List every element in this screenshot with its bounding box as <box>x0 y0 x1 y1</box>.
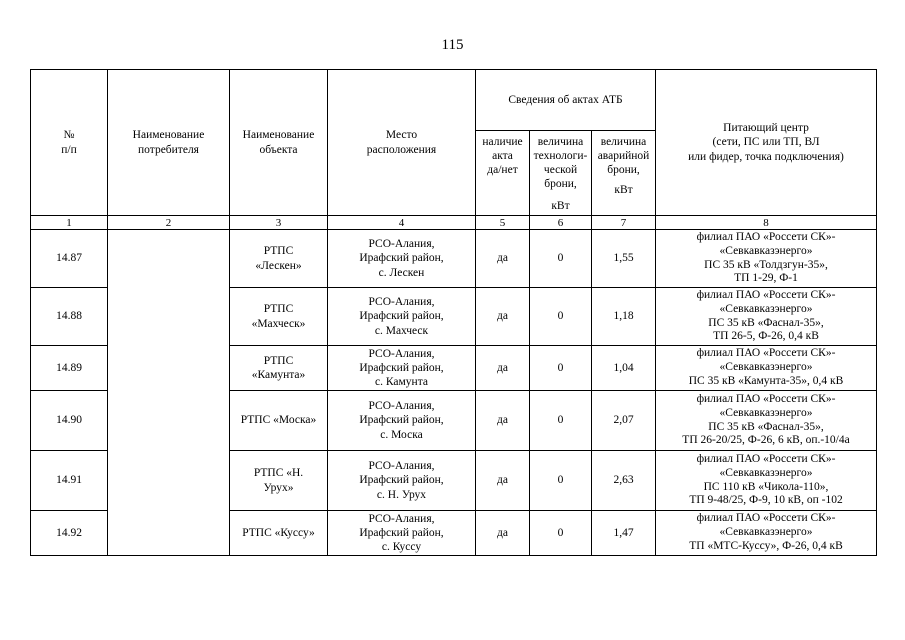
cell-line: № <box>63 129 75 142</box>
cell-line: технологи- <box>533 150 588 163</box>
cell-line: ТП 26-5, Ф-26, 0,4 кВ <box>713 330 819 343</box>
row-emergency-reserve: 1,04 <box>592 346 656 391</box>
cell-line: п/п <box>61 143 77 156</box>
row-act: да <box>476 511 530 556</box>
row-object <box>230 288 328 346</box>
cell-line: ТП 26-20/25, Ф-26, 6 кВ, оп.-10/4а <box>682 434 850 447</box>
row-num: 14.91 <box>31 451 108 511</box>
header-num <box>31 70 108 216</box>
cell-line: Ирафский район, <box>359 361 444 374</box>
cell-line: «Севкавказэнерго» <box>719 466 813 479</box>
column-number: 5 <box>476 216 530 230</box>
cell-line: РТПС <box>263 354 294 367</box>
row-num: 14.89 <box>31 346 108 391</box>
cell-line: акта <box>492 150 513 163</box>
cell-line: «Севкавказэнерго» <box>719 406 813 419</box>
row-emergency-reserve: 2,63 <box>592 451 656 511</box>
column-number: 2 <box>108 216 230 230</box>
row-feeder <box>656 230 877 288</box>
cell-line: ПС 35 кВ «Фаснал-35», <box>708 316 824 329</box>
row-location <box>328 230 476 288</box>
cell-line: РСО-Алания, <box>368 400 435 413</box>
cell-line: «Махческ» <box>251 317 306 330</box>
cell-line: РТПС «Н. <box>253 467 304 480</box>
row-emergency-reserve: 1,18 <box>592 288 656 346</box>
cell-line: Урух» <box>263 481 294 494</box>
cell-line: «Лескен» <box>255 259 302 272</box>
cell-line: РСО-Алания, <box>368 238 435 251</box>
cell-line: с. Махческ <box>374 324 429 337</box>
cell-line: РТПС <box>263 303 294 316</box>
column-number: 4 <box>328 216 476 230</box>
row-tech-reserve: 0 <box>530 288 592 346</box>
cell-line: филиал ПАО «Россети СК»- <box>696 347 836 360</box>
cell-line: «Севкавказэнерго» <box>719 526 813 539</box>
row-tech-reserve: 0 <box>530 391 592 451</box>
cell-line: РСО-Алания, <box>368 512 435 525</box>
cell-line: брони, <box>607 164 640 177</box>
table-body <box>31 230 877 556</box>
header-consumer <box>108 70 230 216</box>
cell-line: объекта <box>259 143 298 156</box>
cell-line: Ирафский район, <box>359 414 444 427</box>
cell-line: РСО-Алания, <box>368 296 435 309</box>
cell-line: да/нет <box>487 164 518 177</box>
atb-table <box>30 69 877 556</box>
row-num: 14.90 <box>31 391 108 451</box>
cell-line: «Севкавказэнерго» <box>719 361 813 374</box>
cell-line: ТП 1-29, Ф-1 <box>734 272 798 285</box>
cell-line: филиал ПАО «Россети СК»- <box>696 230 836 243</box>
cell-line: или фидер, точка подключения) <box>688 150 844 163</box>
row-feeder <box>656 451 877 511</box>
cell-line: Ирафский район, <box>359 310 444 323</box>
row-object <box>230 451 328 511</box>
row-tech-reserve: 0 <box>530 511 592 556</box>
row-act: да <box>476 346 530 391</box>
cell-line: филиал ПАО «Россети СК»- <box>696 512 836 525</box>
cell-line: величина <box>537 136 584 148</box>
header-tech-reserve <box>530 131 592 216</box>
cell-line: РТПС «Куссу» <box>242 526 315 539</box>
cell-line: филиал ПАО «Россети СК»- <box>696 392 836 405</box>
row-num: 14.87 <box>31 230 108 288</box>
cell-line: ПС 35 кВ «Камунта-35», 0,4 кВ <box>688 374 844 387</box>
cell-line: Место <box>385 129 418 142</box>
row-act: да <box>476 288 530 346</box>
cell-line: РТПС <box>263 245 294 258</box>
cell-line: (сети, ПС или ТП, ВЛ <box>712 136 820 149</box>
row-act: да <box>476 230 530 288</box>
row-tech-reserve: 0 <box>530 451 592 511</box>
cell-line: брони, <box>544 178 577 191</box>
row-location <box>328 346 476 391</box>
row-object <box>230 230 328 288</box>
cell-line: с. Лескен <box>378 266 425 279</box>
row-object <box>230 511 328 556</box>
row-tech-reserve: 0 <box>530 230 592 288</box>
row-feeder <box>656 346 877 391</box>
row-emergency-reserve: 1,55 <box>592 230 656 288</box>
cell-line: РСО-Алания, <box>368 460 435 473</box>
header-atb: Сведения об актах АТБ <box>476 70 656 131</box>
cell-line: с. Камунта <box>375 376 428 388</box>
row-feeder <box>656 288 877 346</box>
row-emergency-reserve: 1,47 <box>592 511 656 556</box>
cell-line: с. Н. Урух <box>376 488 427 501</box>
consumer-cell <box>108 230 230 556</box>
row-location <box>328 391 476 451</box>
row-tech-reserve: 0 <box>530 346 592 391</box>
cell-line: ПС 110 кВ «Чикола-110», <box>703 480 829 493</box>
cell-line: с. Моска <box>380 428 423 441</box>
row-act: да <box>476 391 530 451</box>
cell-line: кВт <box>551 200 570 213</box>
cell-line: РТПС «Моска» <box>240 414 317 427</box>
cell-line: потребителя <box>138 143 199 156</box>
page-number: 115 <box>441 37 464 53</box>
cell-line: Наименование <box>132 129 205 142</box>
cell-line: «Севкавказэнерго» <box>719 302 813 315</box>
table-row <box>31 230 877 288</box>
column-number: 3 <box>230 216 328 230</box>
column-number: 1 <box>31 216 108 230</box>
header-feeder <box>656 70 877 216</box>
cell-line: Питающий центр <box>723 122 809 135</box>
row-feeder <box>656 391 877 451</box>
cell-line: Наименование <box>242 129 315 142</box>
row-act: да <box>476 451 530 511</box>
header-object <box>230 70 328 216</box>
cell-line: расположения <box>366 143 437 156</box>
cell-line: Ирафский район, <box>359 474 444 487</box>
row-emergency-reserve: 2,07 <box>592 391 656 451</box>
cell-line: наличие <box>482 136 523 148</box>
row-object <box>230 391 328 451</box>
column-number-row <box>31 216 877 230</box>
cell-line: филиал ПАО «Россети СК»- <box>696 452 836 465</box>
row-location <box>328 288 476 346</box>
header-location <box>328 70 476 216</box>
row-object <box>230 346 328 391</box>
cell-line: ТП «МТС-Куссу», Ф-26, 0,4 кВ <box>689 539 843 552</box>
header-act-presence <box>476 131 530 216</box>
header-emergency-reserve <box>592 131 656 216</box>
cell-line: аварийной <box>597 150 650 163</box>
cell-line: ТП 9-48/25, Ф-9, 10 кВ, оп -102 <box>689 494 843 507</box>
cell-line: кВт <box>614 184 633 197</box>
column-number: 8 <box>656 216 877 230</box>
row-feeder <box>656 511 877 556</box>
row-num: 14.88 <box>31 288 108 346</box>
cell-line: «Севкавказэнерго» <box>719 244 813 257</box>
cell-line: ПС 35 кВ «Фаснал-35», <box>708 420 824 433</box>
row-location <box>328 451 476 511</box>
cell-line: филиал ПАО «Россети СК»- <box>696 288 836 301</box>
cell-line: ческой <box>543 164 578 177</box>
cell-line: ПС 35 кВ «Толдзгун-35», <box>704 258 828 271</box>
cell-line: «Камунта» <box>251 369 306 381</box>
row-num: 14.92 <box>31 511 108 556</box>
cell-line: Ирафский район, <box>359 252 444 265</box>
cell-line: Ирафский район, <box>359 526 444 539</box>
cell-line: РСО-Алания, <box>368 347 435 360</box>
cell-line: с. Куссу <box>381 541 422 553</box>
column-number: 7 <box>592 216 656 230</box>
column-number: 6 <box>530 216 592 230</box>
row-location <box>328 511 476 556</box>
cell-line: величина <box>600 136 647 148</box>
